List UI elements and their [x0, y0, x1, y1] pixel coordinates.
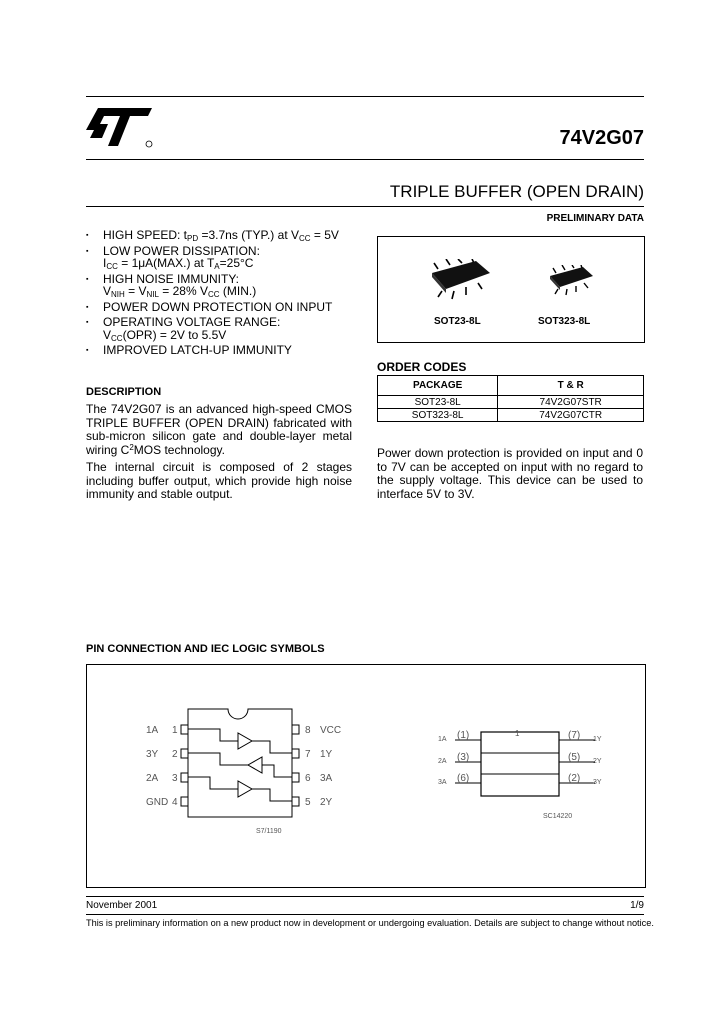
table-cell: 74V2G07STR	[498, 396, 644, 409]
package-label-sot23: SOT23-8L	[434, 316, 481, 327]
iec-input-num-1: (1)	[457, 730, 470, 741]
part-number: 74V2G07	[559, 127, 644, 149]
column-header-package: PACKAGE	[378, 376, 498, 396]
chip-code: S7/1190	[256, 828, 282, 835]
pin-num-7: 7	[305, 749, 311, 760]
footer-rule	[86, 896, 644, 897]
feature-item	[86, 229, 356, 242]
pin-label-1y: 1Y	[320, 749, 333, 760]
pin-label-3a: 3A	[320, 773, 333, 784]
iec-input-1a: 1A	[438, 736, 447, 743]
pin-num-3: 3	[172, 773, 178, 784]
iec-output-2y: 2Y	[593, 758, 602, 765]
feature-item	[86, 316, 356, 341]
iec-output-num-2: (2)	[568, 773, 581, 784]
st-logo	[86, 106, 156, 150]
bullet-icon: ▪	[86, 319, 89, 326]
column-header-tr: T & R	[498, 376, 644, 396]
pin-label-3y: 3Y	[146, 749, 159, 760]
sot323-package-image	[546, 265, 596, 297]
pin-label-2a: 2A	[146, 773, 159, 784]
footer-rule-2	[86, 914, 644, 915]
package-label-sot323: SOT323-8L	[538, 316, 591, 327]
iec-output-1y: 1Y	[593, 736, 602, 743]
pin-label-1a: 1A	[146, 725, 159, 736]
footer-page: 1/9	[630, 900, 644, 911]
table-row	[378, 396, 644, 409]
table-cell: SOT23-8L	[378, 396, 498, 409]
power-down-text: Power down protection is provided on input and 0 to 7V can be accepted on input with no regard to the supply voltage. This device can be used to interface 5V to 3V.	[377, 446, 643, 501]
feature-item	[86, 301, 356, 314]
feature-subtext: $V_{CC}(OPR) = 2V$ to 5.5V	[103, 327, 227, 343]
iec-output-3y: 3Y	[593, 779, 602, 786]
iec-input-2a: 2A	[438, 758, 447, 765]
title-rule	[86, 206, 644, 207]
feature-text: HIGH NOISE IMMUNITY:	[103, 271, 240, 286]
pin-num-1: 1	[172, 725, 178, 736]
iec-input-num-6: (6)	[457, 773, 470, 784]
pin-num-8: 8	[305, 725, 311, 736]
feature-subtext: $V_{NIH} = V_{NIL} = 28\%$ $V_{CC}$ (MIN.)	[103, 284, 257, 299]
feature-text: IMPROVED LATCH-UP IMMUNITY	[103, 343, 292, 357]
pin-connection-diagram	[180, 705, 310, 825]
feature-text: POWER DOWN PROTECTION ON INPUT	[103, 299, 333, 314]
pin-num-4: 4	[172, 797, 178, 808]
table-row	[378, 409, 644, 422]
pin-section-heading: PIN CONNECTION AND IEC LOGIC SYMBOLS	[86, 643, 325, 655]
feature-text: OPERATING VOLTAGE RANGE:	[103, 315, 281, 329]
pin-num-5: 5	[305, 797, 311, 808]
feature-text: LOW POWER DISSIPATION:	[103, 243, 260, 258]
header-rule	[86, 159, 644, 160]
feature-item	[86, 245, 356, 270]
iec-input-3a: 3A	[438, 779, 447, 786]
bullet-icon: ▪	[86, 275, 89, 283]
bullet-icon: ▪	[86, 303, 89, 311]
iec-symbol-label: 1	[515, 729, 520, 738]
feature-item	[86, 344, 356, 357]
bullet-icon: ▪	[86, 247, 89, 255]
feature-subtext: $I_{CC} = 1\mu A(MAX.)$ at $T_A=25^\circ C$	[103, 256, 254, 271]
top-rule	[86, 96, 644, 97]
footer-notice: This is preliminary information on a new product now in development or undergoing evaluation. Details are subject to change without notice.	[86, 918, 654, 928]
document-title: TRIPLE BUFFER (OPEN DRAIN)	[389, 182, 644, 201]
order-codes-heading: ORDER CODES	[377, 360, 467, 374]
pin-label-2y: 2Y	[320, 797, 333, 808]
bullet-icon: ▪	[86, 347, 89, 354]
feature-list	[86, 229, 356, 360]
sot23-package-image	[428, 259, 494, 301]
order-codes-table	[377, 375, 644, 422]
pin-num-2: 2	[172, 749, 178, 760]
iec-input-num-3: (3)	[457, 752, 470, 763]
table-cell: SOT323-8L	[378, 409, 498, 422]
feature-text: HIGH SPEED: $t_{PD} =3.7ns$ (TYP.) at $V_{CC} = 5V$	[103, 228, 339, 243]
description-p2: The internal circuit is composed of 2 stages including buffer output, which provide high noise immunity and stable output.	[86, 460, 352, 501]
bullet-icon: ▪	[86, 232, 89, 239]
footer-date: November 2001	[86, 900, 158, 911]
table-header-row	[378, 376, 644, 396]
package-box	[377, 236, 645, 343]
pin-label-vcc: VCC	[320, 725, 342, 736]
preliminary-label: PRELIMINARY DATA	[546, 213, 644, 224]
pin-num-6: 6	[305, 773, 311, 784]
pin-label-gnd: GND	[146, 797, 169, 808]
description-heading: DESCRIPTION	[86, 386, 162, 398]
feature-item	[86, 273, 356, 298]
iec-output-num-7: (7)	[568, 730, 581, 741]
description-p1: The 74V2G07 is an advanced high-speed CMOS TRIPLE BUFFER (OPEN DRAIN) fabricated with sub-micron silicon gate and double-layer metal wiring $C^2MOS$ technology.	[86, 402, 352, 457]
iec-output-num-5: (5)	[568, 752, 581, 763]
iec-code: SC14220	[543, 813, 573, 820]
table-cell: 74V2G07CTR	[498, 409, 644, 422]
